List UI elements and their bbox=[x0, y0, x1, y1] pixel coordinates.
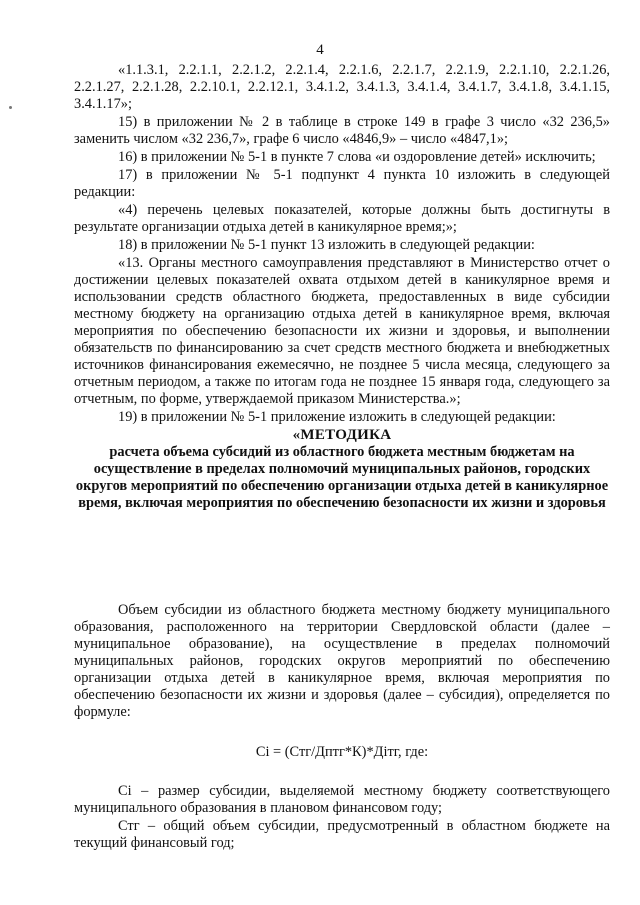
definition-stg: Стг – общий объем субсидии, предусмотренный в областном бюджете на текущий финансовый год; bbox=[74, 818, 610, 851]
methodology-subtitle: расчета объема субсидий из областного бюджета местным бюджетам на осуществление в пределах полномочий муниципальных районов, городских округов мероприятий по обеспечению организации отдыха детей в каникулярное время, включая мероприятия по обеспечению безопасности их жизни и здоровья bbox=[75, 444, 609, 511]
methodology-title: «МЕТОДИКА bbox=[292, 427, 392, 443]
paragraph-item-19: 19) в приложении № 5-1 приложение изложить в следующей редакции: bbox=[118, 409, 556, 425]
document-body-methodology bbox=[74, 602, 610, 853]
scan-speck bbox=[9, 106, 12, 109]
paragraph-quoted-subitem-4: «4) перечень целевых показателей, которые должны быть достигнуты в результате организации отдыха детей в каникулярное время;»; bbox=[74, 202, 610, 235]
paragraph-item-15: 15) в приложении № 2 в таблице в строке 149 в графе 3 число «32 236,5» заменить числом «32 236,7», графе 6 число «4846,9» – число «4847,1»; bbox=[74, 114, 610, 147]
definition-ci: Сi – размер субсидии, выделяемой местному бюджету соответствующего муниципального образования в плановом финансовом году; bbox=[74, 783, 610, 816]
paragraph-item-17: 17) в приложении № 5-1 подпункт 4 пункта 10 изложить в следующей редакции: bbox=[74, 167, 610, 200]
document-body-top bbox=[74, 62, 610, 512]
formula: Сi = (Стг/Дптг*К)*Дiтг, где: bbox=[255, 744, 429, 760]
paragraph-list-continuation: «1.1.3.1, 2.2.1.1, 2.2.1.2, 2.2.1.4, 2.2.1.6, 2.2.1.7, 2.2.1.9, 2.2.1.10, 2.2.1.26, 2.2.1.27, 2.2.1.28, 2.2.10.1, 2.2.12.1, 3.4.1.2, 3.4.1.3, 3.4.1.4, 3.4.1.7, 3.4.1.8, 3.4.1.15, 3.4.1.17»; bbox=[74, 62, 610, 112]
paragraph-item-16: 16) в приложении № 5-1 в пункте 7 слова «и оздоровление детей» исключить; bbox=[118, 149, 596, 165]
paragraph-intro: Объем субсидии из областного бюджета местному бюджету муниципального образования, расположенного на территории Свердловской области (далее – муниципальное образование), на осуществление в пределах полномочий муниципальных районов, городских округов мероприятий по обеспечению организации отдыха детей в каникулярное время, включая мероприятия по обеспечению безопасности их жизни и здоровья (далее – субсидия), определяется по формуле: bbox=[74, 602, 610, 720]
paragraph-item-18: 18) в приложении № 5-1 пункт 13 изложить в следующей редакции: bbox=[118, 237, 535, 253]
page-number: 4 bbox=[316, 42, 324, 58]
paragraph-quoted-item-13: «13. Органы местного самоуправления представляют в Министерство отчет о достижении целевых показателей охвата отдыхом детей в каникулярное время и использовании средств областного бюджета, предоставленных в виде субсидии местному бюджету на организацию отдыха детей в каникулярное время, включая мероприятия по обеспечению безопасности их жизни и здоровья, и выполнении обязательств по финансированию за счет средств местного бюджета и внебюджетных источников финансирования ежемесячно, не позднее 5 числа месяца, следующего за отчетным периодом, а также по итогам года не позднее 15 января года, следующего за отчетным, по форме, утверждаемой приказом Министерства.»; bbox=[74, 255, 610, 407]
